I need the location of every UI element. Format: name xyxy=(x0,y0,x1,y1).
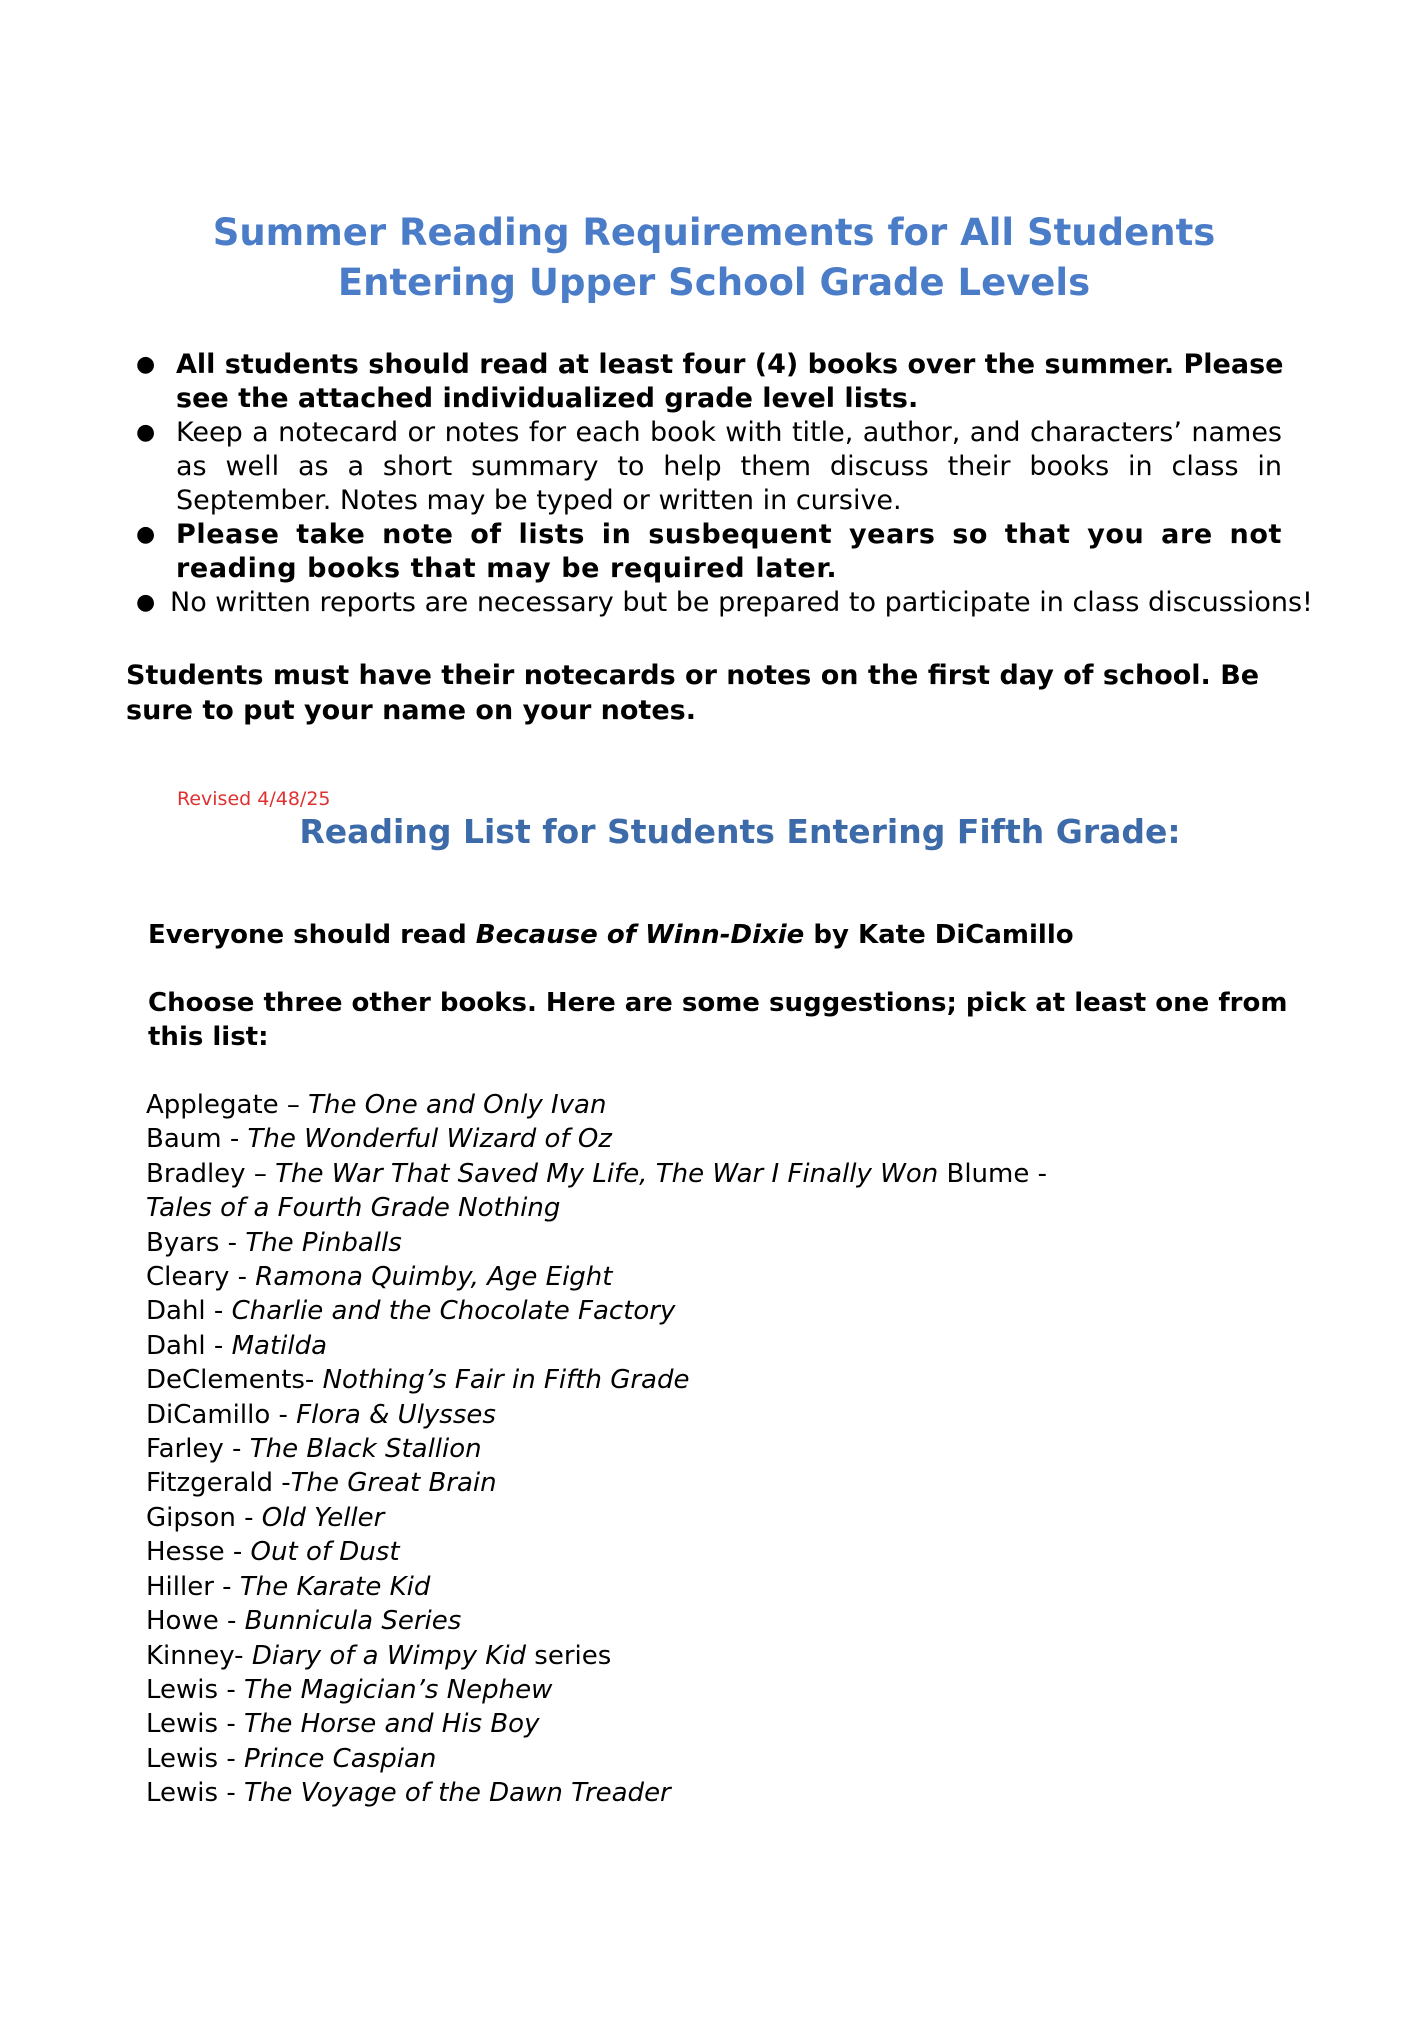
requirements-list xyxy=(132,348,1313,620)
requirement-item-3-text: Please take note of lists in susbequent years so that you are not reading books that may be required later. xyxy=(176,519,1282,584)
book-author: DeClements- xyxy=(146,1365,323,1396)
requirement-item-4-text: No written reports are necessary but be prepared to participate in class discussions! xyxy=(170,587,1313,618)
book-item xyxy=(146,1570,1047,1604)
book-item xyxy=(146,1088,1047,1122)
book-title: The Voyage of the Dawn Treader xyxy=(243,1778,671,1809)
book-item xyxy=(146,1329,1047,1363)
book-title: Old Yeller xyxy=(261,1502,385,1533)
book-title: Out of Dust xyxy=(250,1537,400,1568)
bullet-icon: ● xyxy=(136,420,156,445)
book-item xyxy=(146,1432,1047,1466)
requirement-item-2-text: Keep a notecard or notes for each book with title, author, and characters’ names as well as a short summary to help them discuss their books in class in September. Notes may be typed or written in cursive. xyxy=(176,417,1282,516)
book-item xyxy=(146,1191,1047,1225)
book-title: The Black Stallion xyxy=(249,1434,482,1465)
book-suggestion-list xyxy=(146,1088,1047,1811)
book-item xyxy=(146,1604,1047,1638)
book-item xyxy=(146,1363,1047,1397)
book-author: Cleary - xyxy=(146,1262,256,1293)
required-suffix: by Kate DiCamillo xyxy=(804,920,1074,950)
book-item xyxy=(146,1398,1047,1432)
requirement-item-4 xyxy=(132,586,1313,620)
book-title: Tales of a Fourth Grade Nothing xyxy=(146,1193,561,1224)
book-after: Blume - xyxy=(938,1158,1048,1189)
choose-instructions xyxy=(148,986,1288,1054)
required-prefix: Everyone should read xyxy=(148,920,476,950)
book-title: Charlie and the Chocolate Factory xyxy=(231,1296,676,1327)
page-title xyxy=(0,208,1428,308)
book-author: Gipson - xyxy=(146,1502,262,1533)
book-author: Lewis - xyxy=(146,1743,244,1774)
book-title: Bunnicula Series xyxy=(244,1606,462,1637)
book-title: The War That Saved My Life, The War I Finally Won xyxy=(275,1158,939,1189)
book-author: Byars - xyxy=(146,1227,246,1258)
book-author: Farley - xyxy=(146,1434,250,1465)
book-item xyxy=(146,1122,1047,1156)
book-item xyxy=(146,1501,1047,1535)
requirement-item-3 xyxy=(132,518,1282,586)
bullet-icon: ● xyxy=(136,590,156,615)
page-title-line-2: Entering Upper School Grade Levels xyxy=(337,261,1091,304)
book-item xyxy=(146,1535,1047,1569)
book-title: Diary of a Wimpy Kid xyxy=(251,1640,527,1671)
book-title: Prince Caspian xyxy=(243,1743,437,1774)
book-author: Hesse - xyxy=(146,1537,251,1568)
book-item xyxy=(146,1673,1047,1707)
notes-notice-line-1: Students must have their notecards or notes on the first day of school. Be xyxy=(126,660,1260,691)
required-book-title: Because of Winn-Dixie xyxy=(475,920,805,950)
book-title: Flora & Ulysses xyxy=(296,1399,496,1430)
choose-line-1: Choose three other books. Here are some suggestions; pick at least one from xyxy=(148,988,1288,1018)
book-item xyxy=(146,1639,1047,1673)
book-author: Bradley – xyxy=(146,1158,276,1189)
requirement-item-1-line-1: All students should read at least four (4) books over the summer. Please xyxy=(176,349,1284,380)
choose-line-2: this list: xyxy=(148,1022,269,1052)
book-after: series xyxy=(526,1640,612,1671)
book-item xyxy=(146,1157,1047,1191)
book-author: Howe - xyxy=(146,1606,245,1637)
book-item xyxy=(146,1226,1047,1260)
book-title: The Wonderful Wizard of Oz xyxy=(247,1124,612,1155)
book-author: Lewis - xyxy=(146,1778,244,1809)
book-item xyxy=(146,1742,1047,1776)
bullet-icon: ● xyxy=(136,352,156,377)
book-author: Hiller - xyxy=(146,1571,240,1602)
book-author: Baum - xyxy=(146,1124,248,1155)
book-author: Lewis - xyxy=(146,1709,244,1740)
requirement-item-2 xyxy=(132,416,1282,518)
book-author: DiCamillo - xyxy=(146,1399,297,1430)
page-title-line-1: Summer Reading Requirements for All Students xyxy=(212,211,1216,254)
book-title: The Karate Kid xyxy=(239,1571,431,1602)
notes-notice-line-2: sure to put your name on your notes. xyxy=(126,695,696,726)
reading-list-title: Reading List for Students Entering Fifth Grade: xyxy=(299,812,1181,851)
book-item xyxy=(146,1707,1047,1741)
book-author: Dahl - xyxy=(146,1330,232,1361)
book-title: Matilda xyxy=(231,1330,328,1361)
book-title: The Pinballs xyxy=(245,1227,402,1258)
bullet-icon: ● xyxy=(136,522,156,547)
book-item xyxy=(146,1294,1047,1328)
book-title: Nothing’s Fair in Fifth Grade xyxy=(322,1365,690,1396)
book-author: Kinney- xyxy=(146,1640,252,1671)
book-author: Fitzgerald - xyxy=(146,1468,291,1499)
book-author: Applegate – xyxy=(146,1090,309,1120)
book-title: The Great Brain xyxy=(290,1468,497,1499)
requirement-item-1-line-2: see the attached individualized grade level lists. xyxy=(176,383,919,414)
book-item xyxy=(146,1776,1047,1810)
book-author: Lewis - xyxy=(146,1674,244,1705)
book-item xyxy=(146,1466,1047,1500)
revised-date: Revised 4/48/25 xyxy=(177,788,331,810)
notes-notice xyxy=(126,658,1260,728)
book-item xyxy=(146,1260,1047,1294)
book-title: Ramona Quimby, Age Eight xyxy=(255,1262,613,1293)
book-title: The Magician’s Nephew xyxy=(243,1674,553,1705)
book-title: The Horse and His Boy xyxy=(243,1709,540,1740)
book-title: The One and Only Ivan xyxy=(308,1090,607,1120)
book-author: Dahl - xyxy=(146,1296,232,1327)
required-book-line xyxy=(148,918,1074,952)
requirement-item-1 xyxy=(132,348,1282,416)
